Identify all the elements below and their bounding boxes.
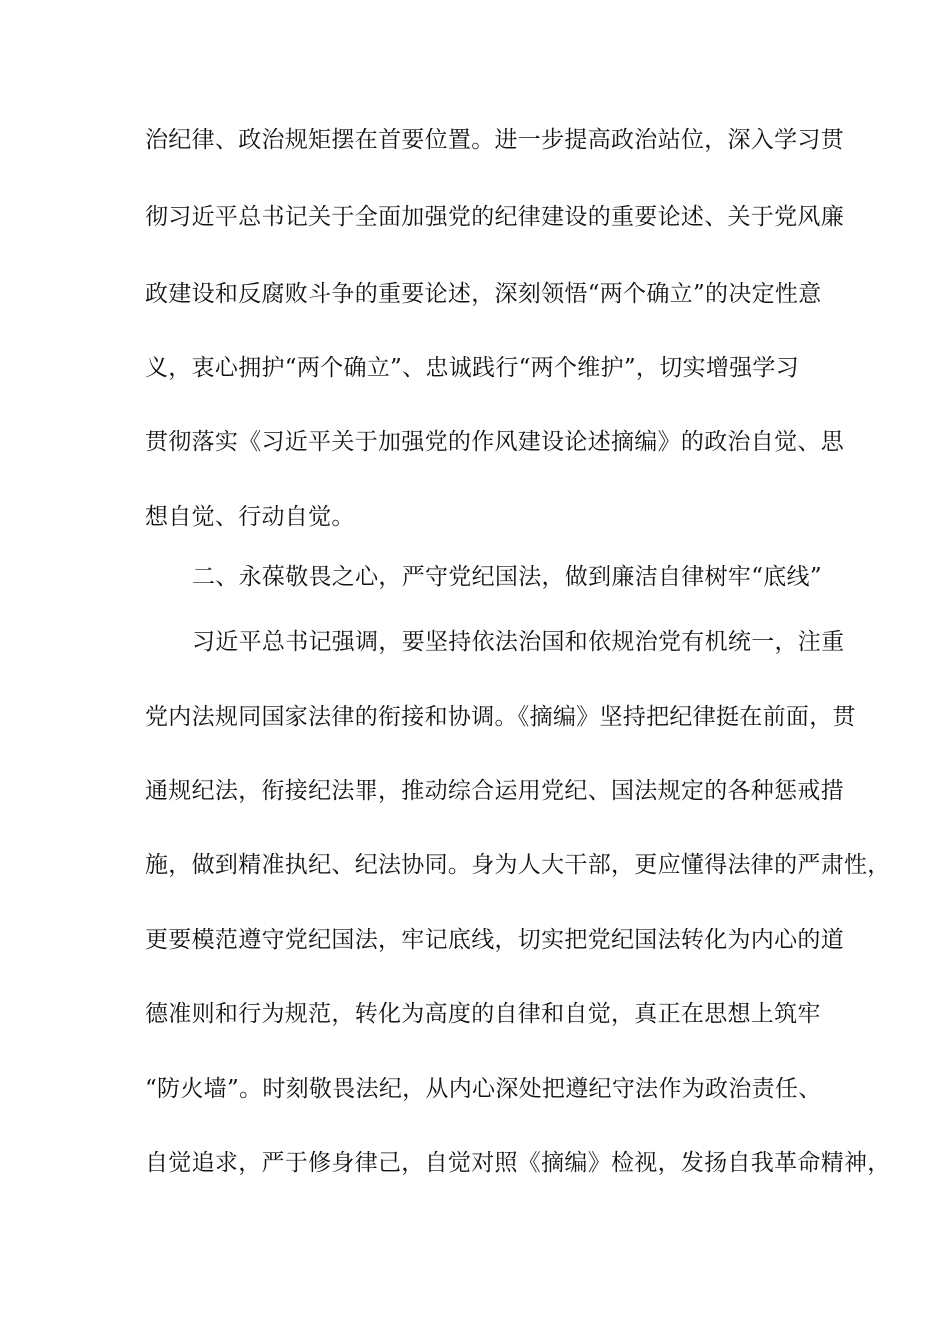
text-line-8: 习近平总书记强调，要坚持依法治国和依规治党有机统一，注重: [192, 629, 845, 655]
text-line-12: 更要模范遵守党纪国法，牢记底线，切实把党纪国法转化为内心的道: [145, 927, 844, 953]
text-line-4: 义，衷心拥护“两个确立”、忠诚践行“两个维护”，切实增强学习: [145, 355, 800, 381]
text-line-14: “防火墙”。时刻敬畏法纪，从内心深处把遵纪守法作为政治责任、: [145, 1076, 822, 1102]
text-line-5: 贯彻落实《习近平关于加强党的作风建设论述摘编》的政治自觉、思: [145, 429, 844, 455]
text-line-6: 想自觉、行动自觉。: [145, 504, 355, 530]
text-line-15: 自觉追求，严于修身律己，自觉对照《摘编》检视，发扬自我革命精神，: [145, 1150, 891, 1176]
text-line-3: 政建设和反腐败斗争的重要论述，深刻领悟“两个确立”的决定性意: [145, 281, 822, 307]
text-line-13: 德准则和行为规范，转化为高度的自律和自觉，真正在思想上筑牢: [145, 1001, 821, 1027]
text-line-1: 治纪律、政治规矩摆在首要位置。进一步提高政治站位，深入学习贯: [145, 127, 844, 153]
section-heading: 二、永葆敬畏之心，严守党纪国法，做到廉洁自律树牢“底线”: [192, 564, 822, 590]
text-line-11: 施，做到精准执纪、纪法协同。身为人大干部，更应懂得法律的严肃性，: [145, 852, 891, 878]
text-line-2: 彻习近平总书记关于全面加强党的纪律建设的重要论述、关于党风廉: [145, 204, 844, 230]
text-line-10: 通规纪法，衔接纪法罪，推动综合运用党纪、国法规定的各种惩戒措: [145, 778, 844, 804]
text-line-9: 党内法规同国家法律的衔接和协调。《摘编》坚持把纪律挺在前面，贯: [145, 704, 856, 730]
